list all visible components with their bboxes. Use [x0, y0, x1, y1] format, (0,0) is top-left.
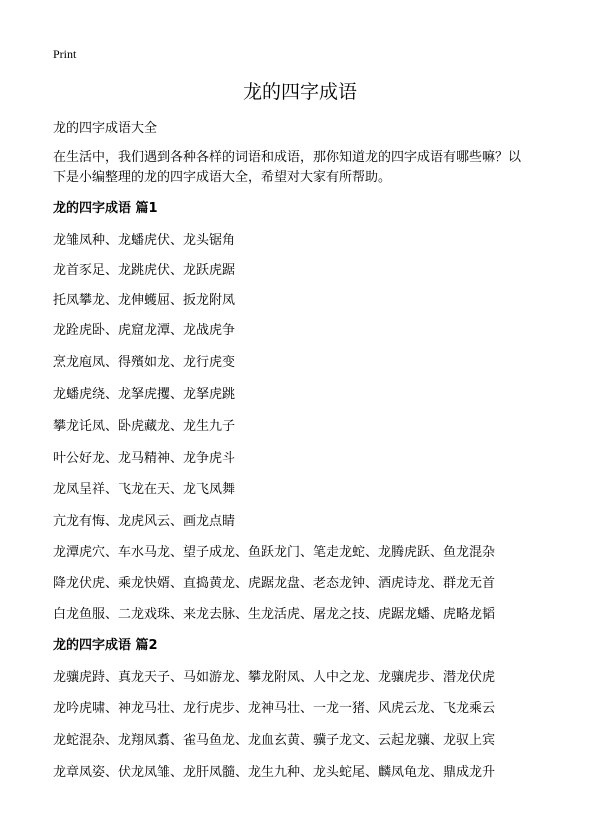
- idiom-line: 亢龙有悔、龙虎风云、画龙点睛: [53, 514, 236, 529]
- idiom-line: 龙蛇混杂、龙翔凤翥、雀马鱼龙、龙血玄黄、骥子龙文、云起龙骧、龙驭上宾: [53, 733, 496, 748]
- section-heading: 龙的四字成语 篇1: [53, 201, 158, 216]
- idiom-line: 烹龙庖凤、得殯如龙、龙行虎变: [53, 355, 236, 370]
- idiom-line: 龙跧虎卧、虎窟龙潭、龙战虎争: [53, 323, 236, 338]
- article-subtitle: 龙的四字成语大全: [53, 121, 158, 136]
- idiom-line: 龙潭虎穴、车水马龙、望子成龙、鱼跃龙门、笔走龙蛇、龙腾虎跃、鱼龙混杂: [53, 545, 496, 560]
- section-heading: 龙的四字成语 篇2: [53, 638, 158, 653]
- idiom-line: 叶公好龙、龙马精神、龙争虎斗: [53, 451, 236, 466]
- print-link[interactable]: Print: [53, 47, 77, 61]
- idiom-line: 龙雏凤种、龙蟠虎伏、龙头锯角: [53, 233, 236, 248]
- intro-line: 下是小编整理的龙的四字成语大全，希望对大家有所帮助。: [53, 170, 392, 185]
- idiom-line: 攀龙讬凤、卧虎藏龙、龙生九子: [53, 419, 236, 434]
- idiom-line: 龙骧虎跱、真龙天子、马如游龙、攀龙附凤、人中之龙、龙骧虎步、潜龙伏虎: [53, 670, 496, 685]
- idiom-line: 龙吟虎啸、神龙马壮、龙行虎步、龙神马壮、一龙一猪、风虎云龙、飞龙乘云: [53, 701, 496, 716]
- page-title: 龙的四字成语: [242, 81, 357, 103]
- idiom-line: 白龙鱼服、二龙戏珠、来龙去脉、生龙活虎、屠龙之技、虎踞龙蟠、虎略龙韬: [53, 607, 496, 622]
- intro-line: 在生活中，我们遇到各种各样的词语和成语，那你知道龙的四字成语有哪些嘛？以: [53, 150, 522, 165]
- idiom-line: 龙蟠虎绕、龙拏虎攫、龙拏虎跳: [53, 387, 236, 402]
- idiom-line: 龙章凤姿、伏龙凤雏、龙肝凤髓、龙生九种、龙头蛇尾、麟凤龟龙、鼎成龙升: [53, 765, 496, 780]
- intro-paragraph: [53, 148, 549, 188]
- idiom-line: 降龙伏虎、乘龙快婿、直捣黄龙、虎踞龙盘、老态龙钟、酒虎诗龙、群龙无首: [53, 576, 496, 591]
- idiom-line: 龙凤呈祥、飞龙在天、龙飞凤舞: [53, 482, 236, 497]
- idiom-line: 托凤攀龙、龙伸蠖屈、扳龙附凤: [53, 293, 236, 308]
- idiom-line: 龙首豕足、龙跳虎伏、龙跃虎踞: [53, 263, 236, 278]
